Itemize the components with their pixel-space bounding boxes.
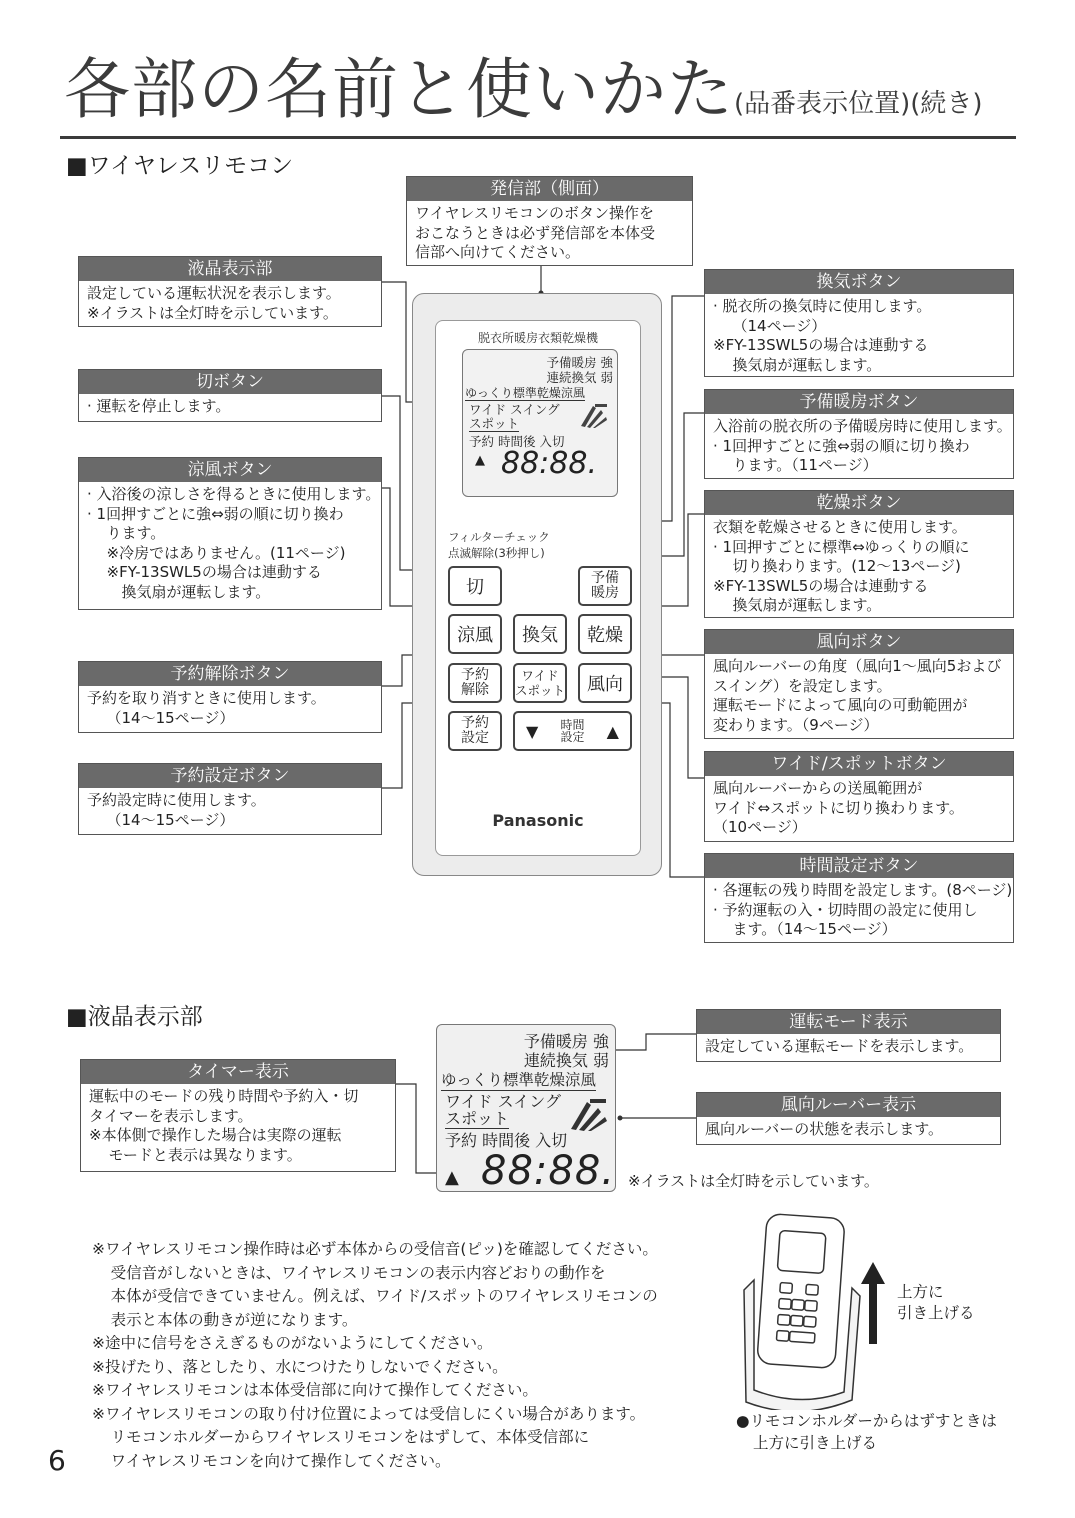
- lcd-row-modes: ゆっくり標準乾燥涼風: [441, 1071, 596, 1089]
- callout-title: 涼風ボタン: [79, 458, 381, 482]
- note-line: リモコンホルダーからワイヤレスリモコンをはずして、本体受信部に: [110, 1428, 590, 1446]
- callout-title: 時間設定ボタン: [705, 854, 1013, 878]
- callout-line: ワイド⇔スポットに切り換わります。: [713, 798, 964, 817]
- reserve-cancel-button[interactable]: [448, 663, 502, 703]
- button-label: 暖房: [591, 585, 619, 601]
- callout-line: モードと表示は異なります。: [108, 1145, 302, 1164]
- callout-line: 入浴前の脱衣所の予備暖房時に使用します。: [713, 417, 1012, 435]
- up-label-line: 上方に: [897, 1283, 944, 1301]
- button-label: 設定: [461, 730, 489, 746]
- callout-line: 予約設定時に使用します。: [87, 791, 266, 809]
- callout-line: 換気扇が運転します。: [732, 596, 882, 614]
- holder-caption-line: 上方に引き上げる: [753, 1434, 878, 1452]
- callout-line: · 脱衣所の換気時に使用します。: [713, 297, 932, 315]
- callout-line: · 1回押すごとに強⇔弱の順に切り換わ: [713, 436, 970, 455]
- title-main: 各部の名前と使いかた: [64, 51, 734, 128]
- note-line: ※ワイヤレスリモコンの取り付け位置によっては受信しにくい場合があります。: [92, 1404, 646, 1423]
- section-lcd: ■液晶表示部: [66, 1004, 203, 1030]
- brand-logo: Panasonic: [492, 811, 584, 830]
- button-label: 解除: [461, 682, 489, 698]
- callout-vent-button: [704, 269, 1014, 377]
- lcd-row-preheat: 予備暖房 強: [523, 1032, 609, 1051]
- lcd-mini-digits: 88:88.: [501, 446, 597, 481]
- holder-caption-line: ●リモコンホルダーからはずすときは: [736, 1412, 997, 1430]
- filter-check-label: [448, 529, 550, 561]
- remote-model-label: 脱衣所暖房衣類乾燥機: [477, 331, 598, 345]
- bottom-notes: [92, 1238, 658, 1473]
- callout-title: 予約解除ボタン: [79, 662, 381, 686]
- up-arrow-icon: [860, 1262, 886, 1344]
- note-line: 表示と本体の動きが逆になります。: [110, 1310, 358, 1329]
- dry-button[interactable]: 乾燥: [578, 614, 632, 654]
- callout-line: 風向ルーバーの角度（風向1〜風向5および: [713, 657, 1002, 675]
- lcd-digits: 88:88.: [481, 1148, 615, 1194]
- lcd-row-vent: 連続換気 弱: [523, 1051, 609, 1070]
- callout-title: ワイド/スポットボタン: [705, 752, 1013, 776]
- callout-reserve-cancel-button: [78, 661, 382, 733]
- callout-line: 風向ルーバーの状態を表示します。: [705, 1120, 944, 1138]
- lcd-row-wide: ワイド スイング: [445, 1092, 561, 1111]
- lcd-mini-row2: 連続換気 弱: [546, 370, 613, 385]
- button-label: 予備: [591, 570, 619, 586]
- time-up-icon[interactable]: ▲: [606, 721, 619, 741]
- callout-title: 予備暖房ボタン: [705, 390, 1013, 414]
- callout-direction-button: [704, 629, 1014, 739]
- title-sub: (品番表示位置)(続き): [734, 89, 983, 119]
- note-line: 本体が受信できていません。例えば、ワイド/スポットのワイヤレスリモコンの: [110, 1287, 658, 1305]
- callout-line: 衣類を乾燥させるときに使用します。: [713, 518, 967, 536]
- callout-mode-display: [696, 1009, 1001, 1062]
- note-line: ※ワイヤレスリモコン操作時は必ず本体からの受信音(ピッ)を確認してください。: [92, 1240, 658, 1258]
- time-down-icon[interactable]: ▼: [526, 721, 539, 741]
- callout-transmitter: [406, 176, 693, 266]
- callout-title: 切ボタン: [79, 370, 381, 394]
- callout-line: ※FY-13SWL5の場合は連動する: [713, 576, 929, 595]
- callout-line: 切り換わります。(12〜13ページ): [732, 557, 961, 575]
- callout-title: 風向ルーバー表示: [697, 1093, 1000, 1117]
- note-line: ※ワイヤレスリモコンは本体受信部に向けて操作してください。: [92, 1381, 538, 1399]
- callout-time-set-button: [704, 853, 1014, 943]
- up-label-line: 引き上げる: [897, 1304, 975, 1322]
- callout-title: 発信部（側面）: [407, 177, 692, 201]
- callout-line: （14ページ）: [732, 316, 827, 335]
- callout-line: 換気扇が運転します。: [732, 355, 882, 374]
- lcd-row-timer-labels: 予約 時間後 入切: [445, 1131, 568, 1150]
- note-line: ※途中に信号をさえぎるものがないようにしてください。: [92, 1334, 493, 1352]
- callout-line: 風向ルーバーからの送風範囲が: [713, 779, 923, 797]
- wireless-remote: [412, 293, 662, 876]
- wide-spot-button[interactable]: [513, 663, 567, 703]
- callout-title: 換気ボタン: [705, 270, 1013, 294]
- lcd-mini-row3: ゆっくり標準乾燥涼風: [465, 386, 585, 400]
- section-wireless-remote: ■ワイヤレスリモコン: [66, 153, 294, 179]
- callout-line: ます。（14〜15ページ）: [732, 920, 897, 938]
- callout-line: 信部へ向けてください。: [415, 243, 581, 261]
- button-label: 予約: [461, 715, 489, 731]
- button-label: 時間: [560, 718, 585, 732]
- filter-label-line: フィルターチェック: [448, 530, 550, 544]
- reserve-set-button[interactable]: [448, 711, 502, 751]
- button-label: ワイド: [521, 668, 559, 683]
- callout-line: 換気扇が運転します。: [121, 582, 271, 601]
- callout-line: ※本体側で操作した場合は実際の運転: [89, 1126, 342, 1144]
- lcd-mini-row1: 予備暖房 強: [546, 355, 613, 370]
- callout-line: ります。（11ページ）: [732, 456, 878, 474]
- callout-line: スイング）を設定します。: [713, 676, 892, 695]
- preheat-button[interactable]: [578, 566, 632, 606]
- button-label: 設定: [560, 730, 585, 744]
- lcd-mini-row5: スポット: [469, 416, 520, 431]
- filter-label-line: 点滅解除(3秒押し): [448, 546, 545, 560]
- callout-line: ※冷房ではありません。(11ページ): [106, 543, 346, 562]
- callout-cool-button: [78, 457, 382, 610]
- remote-face: [435, 320, 641, 856]
- callout-off-button: [78, 369, 382, 422]
- up-label: [897, 1282, 975, 1324]
- callout-wide-spot-button: [704, 751, 1014, 842]
- cool-button[interactable]: 涼風: [448, 614, 502, 654]
- callout-line: おこなうときは必ず発信部を本体受: [415, 223, 656, 242]
- callout-line: 設定している運転モードを表示します。: [705, 1037, 974, 1055]
- callout-title: 予約設定ボタン: [79, 764, 381, 788]
- callout-title: 液晶表示部: [79, 257, 381, 281]
- callout-line: （14〜15ページ）: [106, 708, 235, 727]
- callout-lcd-part: [78, 256, 382, 327]
- lcd-mini-row6: 予約 時間後 入切: [469, 434, 565, 449]
- callout-line: 運転モードによって風向の可動範囲が: [713, 696, 968, 714]
- direction-button[interactable]: 風向: [578, 663, 632, 703]
- callout-line: · 1回押すごとに標準⇔ゆっくりの順に: [713, 537, 970, 556]
- note-line: ※投げたり、落としたり、水につけたりしないでください。: [92, 1357, 508, 1376]
- remote-lcd: [462, 349, 618, 497]
- page-number: 6: [48, 1444, 66, 1477]
- callout-title: タイマー表示: [81, 1060, 395, 1084]
- callout-line: （14〜15ページ）: [106, 810, 235, 829]
- lcd-detail: [436, 1024, 616, 1192]
- callout-line: 設定している運転状況を表示します。: [87, 284, 341, 302]
- callout-title: 運転モード表示: [697, 1010, 1000, 1034]
- lcd-note: ※イラストは全灯時を示しています。: [628, 1172, 879, 1190]
- callout-preheat-button: [704, 389, 1014, 479]
- callout-line: · 1回押すごとに強⇔弱の順に切り換わ: [87, 504, 344, 523]
- button-label: スポット: [515, 683, 566, 698]
- note-line: 受信音がしないときは、ワイヤレスリモコンの表示内容どおりの動作を: [110, 1263, 606, 1282]
- callout-line: · 運転を停止します。: [87, 397, 231, 415]
- louver-fan-icon: [569, 1097, 609, 1131]
- callout-line: タイマーを表示します。: [89, 1106, 253, 1125]
- callout-line: ※FY-13SWL5の場合は連動する: [713, 336, 929, 354]
- off-button[interactable]: 切: [448, 566, 502, 606]
- callout-dry-button: [704, 490, 1014, 618]
- callout-line: 運転中のモードの残り時間や予約入・切: [89, 1087, 359, 1105]
- lcd-mini-arrow: ▲: [475, 453, 485, 468]
- callout-reserve-set-button: [78, 763, 382, 835]
- lcd-mini-row4: ワイド スイング: [469, 402, 560, 417]
- callout-line: 予約を取り消すときに使用します。: [87, 689, 326, 707]
- louver-fan-icon: [579, 402, 609, 428]
- time-set-label: [560, 719, 584, 743]
- time-set-button[interactable]: [513, 711, 632, 751]
- callout-line: ります。: [106, 524, 166, 542]
- lcd-row-spot: スポット: [445, 1109, 510, 1128]
- callout-line: ※FY-13SWL5の場合は連動する: [106, 563, 322, 581]
- note-line: ワイヤレスリモコンを向けて操作してください。: [110, 1451, 451, 1470]
- callout-line: · 各運転の残り時間を設定します。(8ページ): [713, 881, 1013, 899]
- button-label: 予約: [461, 667, 489, 683]
- callout-line: （10ページ）: [713, 818, 807, 836]
- callout-line: ※イラストは全灯時を示しています。: [87, 303, 338, 322]
- lcd-arrow: ▲: [445, 1167, 459, 1188]
- holder-caption: [736, 1410, 997, 1454]
- callout-line: 変わります。（9ページ）: [713, 715, 879, 734]
- callout-line: ワイヤレスリモコンのボタン操作を: [415, 204, 654, 222]
- callout-title: 風向ボタン: [705, 630, 1013, 654]
- callout-line: · 入浴後の涼しさを得るときに使用します。: [87, 485, 381, 503]
- callout-line: · 予約運転の入・切時間の設定に使用し: [713, 900, 978, 919]
- callout-title: 乾燥ボタン: [705, 491, 1013, 515]
- callout-louver-display: [696, 1092, 1001, 1145]
- vent-button[interactable]: 換気: [513, 614, 567, 654]
- callout-timer-display: [80, 1059, 396, 1172]
